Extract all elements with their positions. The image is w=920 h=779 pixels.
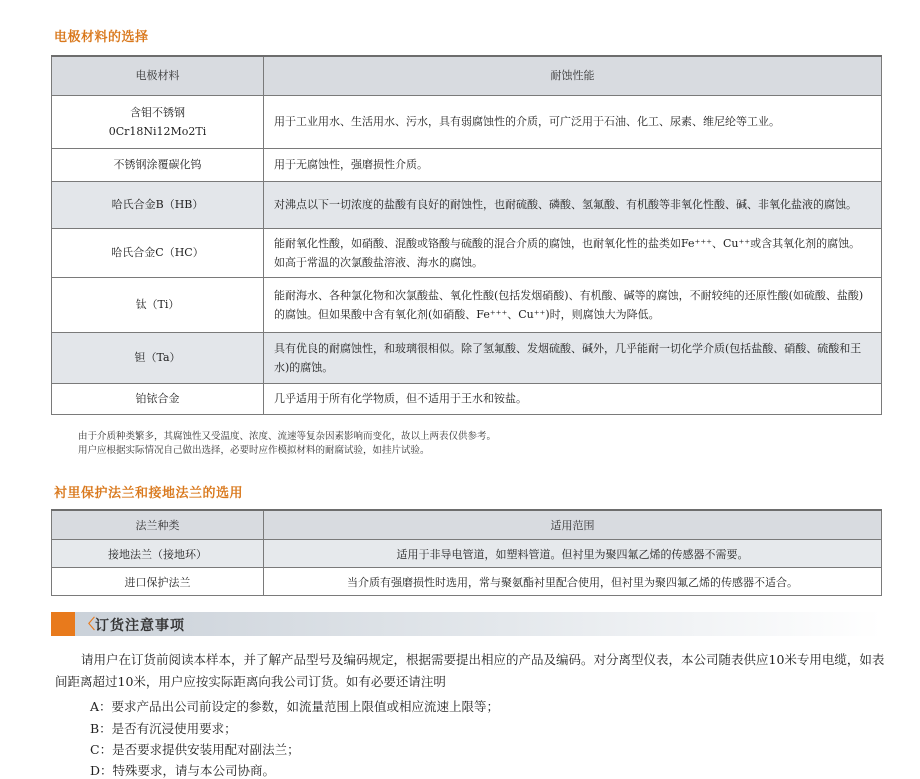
order-item-c: C：是否要求提供安装用配对副法兰； [90, 742, 300, 757]
material-cell: 钛（Ti） [52, 278, 264, 333]
order-paragraph: 请用户在订货前阅读本样本，并了解产品型号及编码规定，根据需要提出相应的产品及编码。对分离型仪表，本公司随表供应10米专用电缆，如表间距离超过10米，用户应按实际距离向我公司订货。如有必要还请注明 [55, 652, 885, 689]
order-item-d: D：特殊要求，请与本公司协商。 [90, 763, 276, 778]
material-code: 0Cr18Ni12Mo2Ti [108, 125, 207, 138]
table-row [52, 333, 882, 384]
table-row [52, 384, 882, 415]
table-header-row [52, 510, 882, 540]
material-cell: 哈氏合金B（HB） [52, 182, 264, 229]
material-cell: 哈氏合金C（HC） [52, 229, 264, 278]
corrosion-cell: 用于工业用水、生活用水、污水，具有弱腐蚀性的介质，可广泛用于石油、化工、尿素、维尼纶等工业。 [264, 96, 882, 149]
orange-square-marker [51, 612, 75, 636]
corrosion-cell: 具有优良的耐腐蚀性，和玻璃很相似。除了氢氟酸、发烟硫酸、碱外，几乎能耐一切化学介质(包括盐酸、硝酸、硫酸和王水)的腐蚀。 [264, 333, 882, 384]
corrosion-cell: 几乎适用于所有化学物质，但不适用于王水和铵盐。 [264, 384, 882, 415]
reference-note: 用户应根据实际情况自己做出选择，必要时应作模拟材料的耐腐试验，如挂片试验。 [78, 445, 430, 456]
order-notes-title: 订货注意事项 [95, 618, 185, 634]
flange-selection-title: 衬里保护法兰和接地法兰的选用 [54, 486, 244, 501]
electrode-material-title: 电极材料的选择 [54, 30, 149, 45]
table-row [52, 182, 882, 229]
header-material: 电极材料 [52, 56, 264, 96]
material-cell [52, 96, 264, 149]
table-row [52, 229, 882, 278]
table-row [52, 149, 882, 182]
flange-name-cell: 进口保护法兰 [52, 568, 264, 596]
corrosion-cell: 对沸点以下一切浓度的盐酸有良好的耐蚀性，也耐硫酸、磷酸、氢氟酸、有机酸等非氧化性酸、碱、非氧化盐液的腐蚀。 [264, 182, 882, 229]
table-row [52, 540, 882, 568]
flange-desc-cell: 适用于非导电管道，如塑料管道。但衬里为聚四氟乙烯的传感器不需要。 [264, 540, 882, 568]
order-item-a: A：要求产品出公司前设定的参数，如流量范围上限值或相应流速上限等； [90, 699, 500, 714]
table-header-row [52, 56, 882, 96]
table-row [52, 278, 882, 333]
flange-name-cell: 接地法兰（接地环） [52, 540, 264, 568]
table-row [52, 96, 882, 149]
corrosion-cell: 能耐氧化性酸，如硝酸、混酸或铬酸与硫酸的混合介质的腐蚀，也耐氧化性的盐类如Fe⁺⁺⁺、Cu⁺⁺或含其氧化剂的腐蚀。如高于常温的次氯酸盐溶液、海水的腐蚀。 [264, 229, 882, 278]
flange-desc-cell: 当介质有强磨损性时选用，常与聚氨酯衬里配合使用，但衬里为聚四氟乙烯的传感器不适合。 [264, 568, 882, 596]
material-cell: 不锈钢涂覆碳化钨 [52, 149, 264, 182]
flange-table [51, 509, 882, 596]
material-cell: 铂铱合金 [52, 384, 264, 415]
material-cell: 钽（Ta） [52, 333, 264, 384]
material-name: 含钼不锈钢 [130, 105, 185, 119]
header-flange-type: 法兰种类 [52, 510, 264, 540]
header-corrosion: 耐蚀性能 [264, 56, 882, 96]
reference-note: 由于介质种类繁多，其腐蚀性又受温度、浓度、流速等复杂因素影响而变化，故以上两表仅供参考。 [78, 431, 497, 442]
corrosion-cell: 能耐海水、各种氯化物和次氯酸盐、氧化性酸(包括发烟硝酸)、有机酸、碱等的腐蚀，不耐较纯的还原性酸(如硫酸、盐酸)的腐蚀。但如果酸中含有氧化剂(如硝酸、Fe⁺⁺⁺、Cu⁺⁺)时，则腐蚀大为降低。 [264, 278, 882, 333]
corrosion-cell: 用于无腐蚀性，强磨损性介质。 [264, 149, 882, 182]
table-row [52, 568, 882, 596]
order-item-b: B：是否有沉浸使用要求； [90, 721, 237, 736]
electrode-material-table [51, 55, 882, 415]
header-application: 适用范围 [264, 510, 882, 540]
left-bracket-icon: 〈 [81, 617, 95, 633]
